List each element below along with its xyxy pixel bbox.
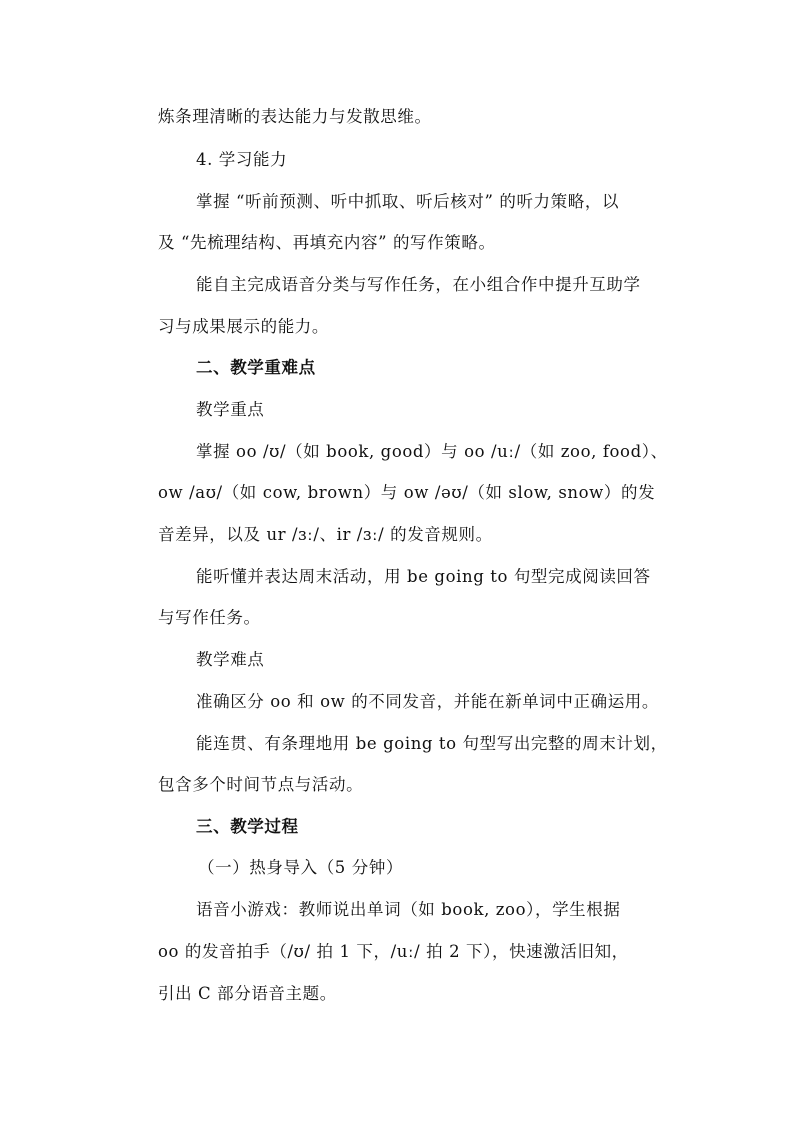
paragraph-line: 音差异，以及 ur /ɜː/、ir /ɜː/ 的发音规则。 [158,525,493,544]
subheading-warm-up: （一）热身导入（5 分钟） [198,858,404,877]
paragraph-line: 掌握 “听前预测、听中抓取、听后核对” 的听力策略，以 [196,192,620,211]
paragraph-line: 习与成果展示的能力。 [158,317,329,336]
paragraph-line: 掌握 oo /ʊ/（如 book, good）与 oo /uː/（如 zoo, food）、 [196,442,668,461]
subheading-teaching-difficulty: 教学难点 [196,650,265,669]
section-heading-key-points: 二、教学重难点 [196,358,316,377]
subheading-teaching-focus: 教学重点 [196,400,265,419]
paragraph-line: oo 的发音拍手（/ʊ/ 拍 1 下，/uː/ 拍 2 下），快速激活旧知， [158,942,629,961]
paragraph-line: 与写作任务。 [158,608,261,627]
paragraph-line: 能听懂并表达周末活动，用 be going to 句型完成阅读回答 [196,567,651,586]
paragraph-line: 准确区分 oo 和 ow 的不同发音，并能在新单词中正确运用。 [196,692,660,711]
paragraph-line: ow /aʊ/（如 cow, brown）与 ow /əʊ/（如 slow, snow）的发 [158,483,656,502]
paragraph-line: 包含多个时间节点与活动。 [158,775,364,794]
paragraph-line: 能自主完成语音分类与写作任务，在小组合作中提升互助学 [196,275,641,294]
section-heading-teaching-process: 三、教学过程 [196,817,299,836]
paragraph-line: 引出 C 部分语音主题。 [158,984,337,1003]
paragraph-line: 语音小游戏：教师说出单词（如 book, zoo），学生根据 [196,900,621,919]
section-subtitle-learning-ability: 4. 学习能力 [196,150,288,169]
paragraph-line: 炼条理清晰的表达能力与发散思维。 [158,107,432,126]
paragraph-line: 能连贯、有条理地用 be going to 句型写出完整的周末计划， [196,734,668,753]
paragraph-line: 及 “先梳理结构、再填充内容” 的写作策略。 [158,233,496,252]
